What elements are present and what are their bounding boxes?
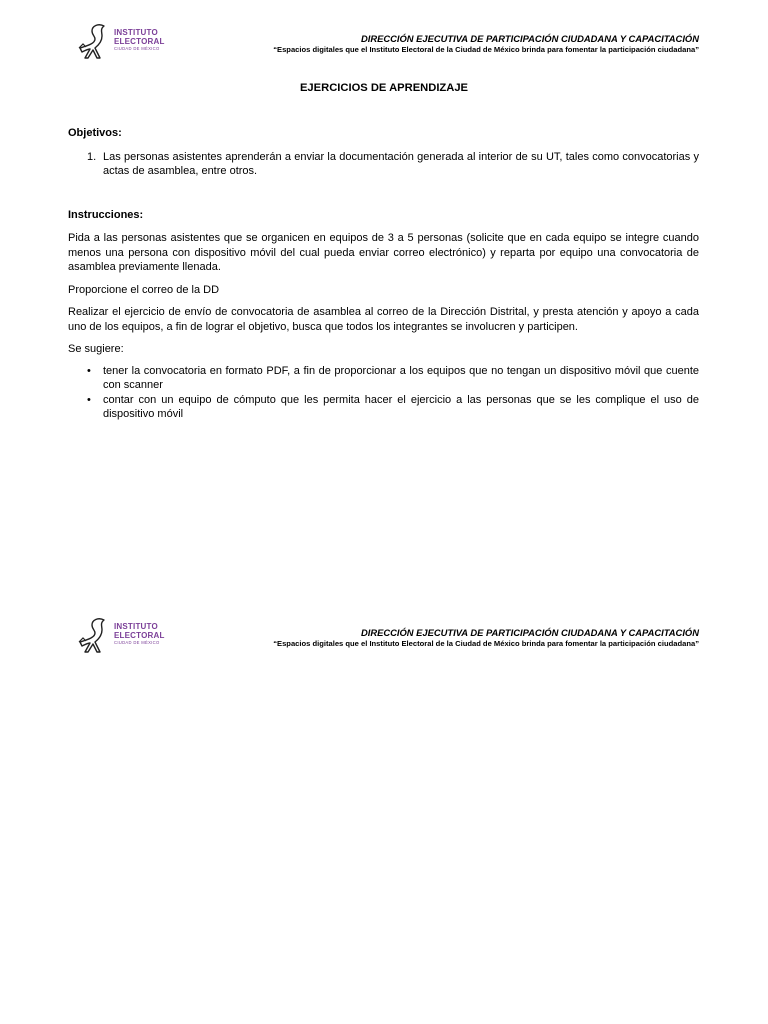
department-name: DIRECCIÓN EJECUTIVA DE PARTICIPACIÓN CIUDADANA Y CAPACITACIÓN <box>360 33 699 44</box>
objective-text: Las personas asistentes aprenderán a enviar la documentación generada al interior de su UT, tales como convocatorias y actas de asamblea, entre otros. <box>103 150 699 177</box>
suggestion-item <box>68 364 699 393</box>
department-slogan: “Espacios digitales que el Instituto Electoral de la Ciudad de México brinda para fomentar la participación ciudadana” <box>273 45 699 54</box>
institution-logo <box>74 616 174 656</box>
bullet-icon: • <box>87 364 91 377</box>
instructions-heading: Instrucciones: <box>68 208 144 221</box>
logo-line-1: INSTITUTO <box>114 622 158 631</box>
dove-icon <box>74 616 114 656</box>
logo-line-1: INSTITUTO <box>114 28 158 37</box>
instructions-paragraph: Realizar el ejercicio de envío de convocatoria de asamblea al correo de la Dirección Distrital, y presta atención y apoyo a cada uno de los equipos, a fin de lograr el objetivo, busca que todos los integrantes se involucren y participen. <box>68 306 699 333</box>
department-slogan: “Espacios digitales que el Instituto Electoral de la Ciudad de México brinda para fomentar la participación ciudadana” <box>273 639 699 648</box>
logo-line-3: CIUDAD DE MÉXICO <box>114 640 160 645</box>
instructions-paragraph: Se sugiere: <box>68 343 124 355</box>
instructions-paragraph: Pida a las personas asistentes que se organicen en equipos de 3 a 5 personas (solicite que en cada equipo se integre cuando menos una persona con dispositivo móvil del cual pueda enviar correo electrónico) y reparta por equipo una convocatoria de asamblea previamente llenada. <box>68 232 699 273</box>
dove-icon <box>74 22 114 62</box>
suggestion-text: contar con un equipo de cómputo que les permita hacer el ejercicio a las personas que se les complique el uso de dispositivo móvil <box>103 393 699 420</box>
bullet-icon: • <box>87 393 91 406</box>
logo-line-2: ELECTORAL <box>114 630 165 640</box>
list-number: 1. <box>87 150 97 163</box>
document-title: EJERCICIOS DE APRENDIZAJE <box>299 82 469 94</box>
page-header-top <box>68 20 699 64</box>
logo-line-2: ELECTORAL <box>114 36 165 46</box>
document-body <box>68 126 699 422</box>
objective-item <box>68 150 699 179</box>
suggestion-text: tener la convocatoria en formato PDF, a fin de proporcionar a los equipos que no tengan un dispositivo móvil que cuente con scanner <box>103 364 699 391</box>
objectives-heading: Objetivos: <box>68 127 122 139</box>
department-name: DIRECCIÓN EJECUTIVA DE PARTICIPACIÓN CIUDADANA Y CAPACITACIÓN <box>360 627 699 638</box>
institution-logo <box>74 22 174 62</box>
page-header-repeat <box>68 614 699 658</box>
logo-line-3: CIUDAD DE MÉXICO <box>114 46 160 51</box>
instructions-paragraph: Proporcione el correo de la DD <box>68 283 220 296</box>
suggestion-item <box>68 393 699 422</box>
